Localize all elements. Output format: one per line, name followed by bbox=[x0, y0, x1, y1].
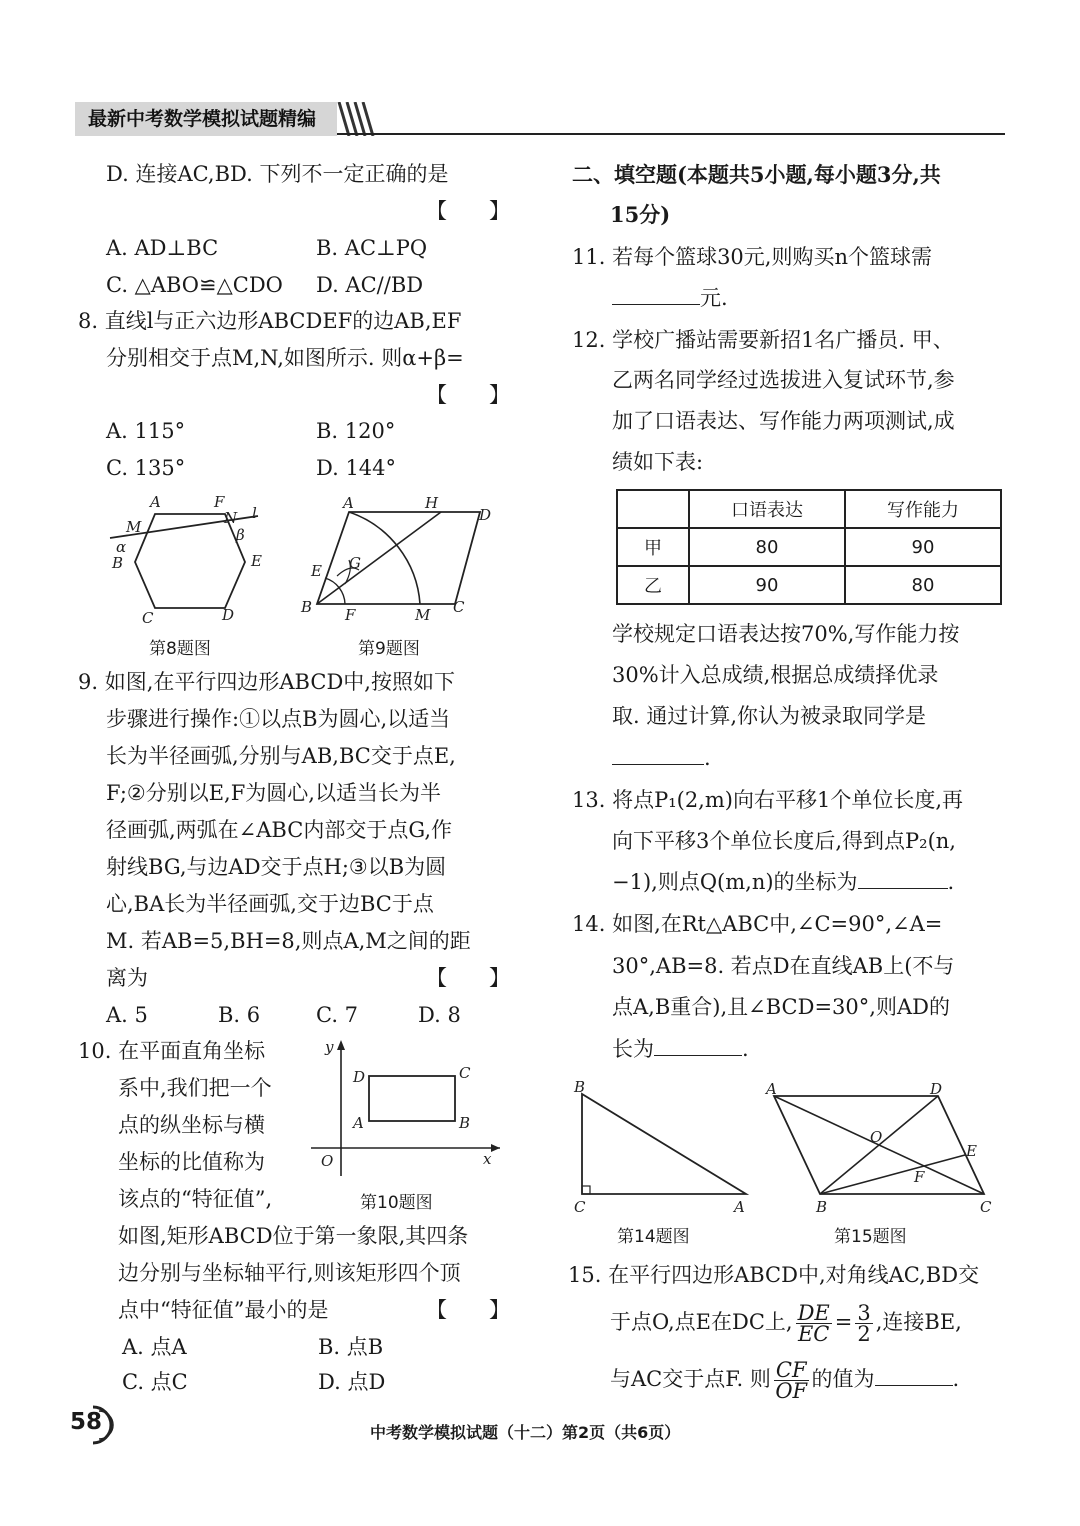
table-cell: 90 bbox=[689, 566, 845, 604]
table-header-cell bbox=[617, 490, 689, 528]
q10-line-1: 10. 在平面直角坐标 bbox=[78, 1039, 266, 1063]
q14-line-4: 长为 . bbox=[612, 1031, 749, 1068]
fig8-label-f: F bbox=[214, 493, 225, 511]
fig14-label-a: A bbox=[734, 1198, 745, 1216]
q9-line-5: 径画弧,两弧在∠ABC内部交于点G,作 bbox=[106, 818, 453, 842]
q10-line-2: 系中,我们把一个 bbox=[118, 1076, 272, 1100]
fig14-label-c: C bbox=[574, 1198, 586, 1216]
table-cell: 甲 bbox=[617, 528, 689, 566]
figure-9-caption: 第9题图 bbox=[358, 639, 420, 659]
q10-option-a: A. 点A bbox=[122, 1335, 187, 1359]
figure-15-caption: 第15题图 bbox=[834, 1227, 907, 1247]
fig10-label-o: O bbox=[321, 1152, 334, 1170]
q11-line-1: 11. 若每个篮球30元,则购买n个篮球需 bbox=[572, 245, 932, 269]
q10-line-4: 坐标的比值称为 bbox=[118, 1150, 265, 1174]
q8-option-b: B. 120° bbox=[316, 419, 396, 443]
q7-option-b: B. AC⊥PQ bbox=[316, 236, 428, 260]
q13-line-1: 13. 将点P₁(2,m)向右平移1个单位长度,再 bbox=[572, 788, 963, 812]
q9-line-2: 步骤进行操作:①以点B为圆心,以适当 bbox=[106, 707, 451, 731]
fig9-label-b: B bbox=[301, 598, 313, 616]
fig10-label-c: C bbox=[459, 1064, 471, 1082]
q9-line-7: 心,BA长为半径画弧,交于边BC于点 bbox=[106, 892, 434, 916]
figure-10-coordinate-plane bbox=[305, 1036, 505, 1186]
fig8-label-n: N bbox=[224, 509, 238, 527]
fig10-label-y: y bbox=[325, 1038, 334, 1056]
q10-line-3: 点的纵坐标与横 bbox=[118, 1113, 265, 1137]
table-row bbox=[617, 566, 1001, 604]
figure-10-caption: 第10题图 bbox=[360, 1193, 433, 1213]
q14-line-3: 点A,B重合),且∠BCD=30°,则AD的 bbox=[612, 995, 950, 1019]
q13-line-2: 向下平移3个单位长度后,得到点P₂(n, bbox=[612, 829, 956, 853]
q12-line-3: 加了口语表达、写作能力两项测试,成 bbox=[612, 409, 955, 433]
q15-line-3: 与AC交于点F. 则 $\frac{CF}{OF}$ 的值为 . bbox=[610, 1358, 960, 1403]
figure-9-parallelogram bbox=[295, 490, 500, 630]
fig9-label-g: G bbox=[349, 554, 361, 572]
q12-answer-line: . bbox=[612, 740, 711, 777]
q9-line-3: 长为半径画弧,分别与AB,BC交于点E, bbox=[106, 744, 456, 768]
q10-option-c: C. 点C bbox=[122, 1370, 188, 1394]
figure-8-caption: 第8题图 bbox=[149, 639, 211, 659]
q14-answer-blank bbox=[654, 1031, 742, 1056]
q8-answer-bracket: 【 】 bbox=[426, 383, 510, 407]
fig10-label-b: B bbox=[459, 1114, 471, 1132]
fig8-label-c: C bbox=[142, 609, 154, 627]
q9-line-1: 9. 如图,在平行四边形ABCD中,按照如下 bbox=[78, 670, 455, 694]
fig8-label-d: D bbox=[222, 606, 235, 624]
fig15-label-f: F bbox=[914, 1168, 925, 1186]
q10-line-5: 该点的“特征值”, bbox=[118, 1187, 273, 1211]
q10-answer-bracket: 【 】 bbox=[426, 1298, 510, 1322]
q9-answer-bracket: 【 】 bbox=[426, 966, 510, 990]
q9-option-b: B. 6 bbox=[218, 1003, 261, 1027]
q10-option-b: B. 点B bbox=[318, 1335, 384, 1359]
q12-line-4: 绩如下表: bbox=[612, 450, 704, 474]
q11-line-2: 元. bbox=[612, 280, 728, 317]
fig15-label-o: O bbox=[870, 1128, 883, 1146]
q8-option-d: D. 144° bbox=[316, 456, 397, 480]
table-cell: 90 bbox=[845, 528, 1001, 566]
table-row bbox=[617, 528, 1001, 566]
header-stripes-decoration bbox=[337, 102, 381, 136]
q9-option-d: D. 8 bbox=[418, 1003, 461, 1027]
fig10-label-x: x bbox=[483, 1150, 492, 1168]
fig9-label-m: M bbox=[415, 606, 431, 624]
q12-line-2: 乙两名同学经过选拔进入复试环节,参 bbox=[612, 368, 955, 392]
table-header-cell: 写作能力 bbox=[845, 490, 1001, 528]
q9-option-c: C. 7 bbox=[316, 1003, 359, 1027]
table-cell: 80 bbox=[845, 566, 1001, 604]
score-table bbox=[616, 489, 1002, 605]
q14-line-1: 14. 如图,在Rt△ABC中,∠C=90°,∠A= bbox=[572, 912, 943, 936]
fig8-label-beta: β bbox=[236, 526, 245, 544]
fig8-label-a: A bbox=[150, 493, 161, 511]
book-title: 最新中考数学模拟试题精编 bbox=[75, 102, 337, 136]
q10-line-8: 点中“特征值”最小的是 bbox=[118, 1298, 329, 1322]
q8-option-c: C. 135° bbox=[106, 456, 186, 480]
table-cell: 乙 bbox=[617, 566, 689, 604]
q12-after-line-1: 学校规定口语表达按70%,写作能力按 bbox=[612, 622, 960, 646]
q13-line-3: −1),则点Q(m,n)的坐标为 . bbox=[612, 864, 954, 901]
fig15-label-c: C bbox=[980, 1198, 992, 1216]
table-cell: 80 bbox=[689, 528, 845, 566]
q10-option-d: D. 点D bbox=[318, 1370, 386, 1394]
fig15-label-e: E bbox=[966, 1142, 977, 1160]
fraction-3-2: $\frac{3}{2}$ bbox=[857, 1301, 871, 1346]
fig8-label-alpha: α bbox=[116, 538, 127, 556]
fig15-label-d: D bbox=[930, 1080, 943, 1098]
fig8-label-m: M bbox=[126, 518, 142, 536]
table-header-cell: 口语表达 bbox=[689, 490, 845, 528]
q12-after-line-2: 30%计入总成绩,根据总成绩择优录 bbox=[612, 663, 939, 687]
q10-line-6: 如图,矩形ABCD位于第一象限,其四条 bbox=[118, 1224, 469, 1248]
q11-answer-blank bbox=[612, 280, 700, 305]
fig8-label-l: l bbox=[252, 504, 257, 522]
q9-line-6: 射线BG,与边AD交于点H;③以B为圆 bbox=[106, 855, 447, 879]
figure-14-right-triangle bbox=[570, 1076, 755, 1216]
q9-line-8: M. 若AB=5,BH=8,则点A,M之间的距 bbox=[106, 929, 471, 953]
section-title-line-2: 15分) bbox=[610, 202, 671, 227]
table-header-row bbox=[617, 490, 1001, 528]
fig8-label-e: E bbox=[251, 552, 262, 570]
section-title-line-1: 二、填空题(本题共5小题,每小题3分,共 bbox=[572, 162, 941, 187]
figure-14-caption: 第14题图 bbox=[617, 1227, 690, 1247]
fig9-label-d: D bbox=[479, 506, 492, 524]
running-header bbox=[75, 102, 1005, 136]
fraction-cf-of: $\frac{CF}{OF}$ bbox=[775, 1358, 808, 1403]
q9-line-4: F;②分别以E,F为圆心,以适当长为半 bbox=[106, 781, 441, 805]
q8-line-2: 分别相交于点M,N,如图所示. 则α+β= bbox=[106, 346, 464, 370]
fig9-label-h: H bbox=[425, 494, 439, 512]
q15-answer-blank bbox=[875, 1361, 953, 1386]
fig9-label-c: C bbox=[453, 598, 465, 616]
q7-option-c: C. △ABO≌△CDO bbox=[106, 273, 283, 297]
figure-15-parallelogram bbox=[760, 1076, 1005, 1216]
q8-option-a: A. 115° bbox=[106, 419, 186, 443]
figure-8-hexagon bbox=[100, 490, 280, 630]
q14-line-2: 30°,AB=8. 若点D在直线AB上(不与 bbox=[612, 954, 955, 978]
fig9-label-a: A bbox=[343, 494, 354, 512]
q9-option-a: A. 5 bbox=[106, 1003, 148, 1027]
q12-after-line-3: 取. 通过计算,你认为被录取同学是 bbox=[612, 704, 927, 728]
q12-line-1: 12. 学校广播站需要新招1名广播员. 甲、 bbox=[572, 328, 954, 352]
q15-line-1: 15. 在平行四边形ABCD中,对角线AC,BD交 bbox=[568, 1263, 980, 1287]
fig10-label-a: A bbox=[353, 1114, 364, 1132]
q8-line-1: 8. 直线l与正六边形ABCDEF的边AB,EF bbox=[78, 309, 462, 333]
q7-stem: D. 连接AC,BD. 下列不一定正确的是 bbox=[106, 162, 449, 186]
q7-option-a: A. AD⊥BC bbox=[106, 236, 219, 260]
fig15-label-b: B bbox=[816, 1198, 828, 1216]
fig14-label-b: B bbox=[574, 1078, 586, 1096]
fig10-label-d: D bbox=[353, 1068, 366, 1086]
fraction-de-ec: $\frac{DE}{EC}$ bbox=[797, 1301, 830, 1346]
q9-line-9: 离为 bbox=[106, 966, 148, 990]
q10-line-7: 边分别与坐标轴平行,则该矩形四个顶 bbox=[118, 1261, 461, 1285]
q7-answer-bracket: 【 】 bbox=[426, 199, 510, 223]
fig15-label-a: A bbox=[766, 1080, 777, 1098]
q12-answer-blank bbox=[612, 740, 704, 765]
page-footer: 中考数学模拟试题（十二）第2页（共6页） bbox=[370, 1423, 681, 1442]
page-number: 58 bbox=[70, 1409, 103, 1435]
fig9-label-e: E bbox=[311, 562, 322, 580]
fig8-label-b: B bbox=[112, 554, 124, 572]
q7-option-d: D. AC//BD bbox=[316, 273, 424, 297]
header-rule bbox=[337, 133, 1005, 135]
fig9-label-f: F bbox=[345, 606, 356, 624]
q13-answer-blank bbox=[858, 864, 948, 889]
q15-line-2: 于点O,点E在DC上, $\frac{DE}{EC}$ = $\frac{3}{2}$ ,连接BE, bbox=[610, 1301, 962, 1346]
